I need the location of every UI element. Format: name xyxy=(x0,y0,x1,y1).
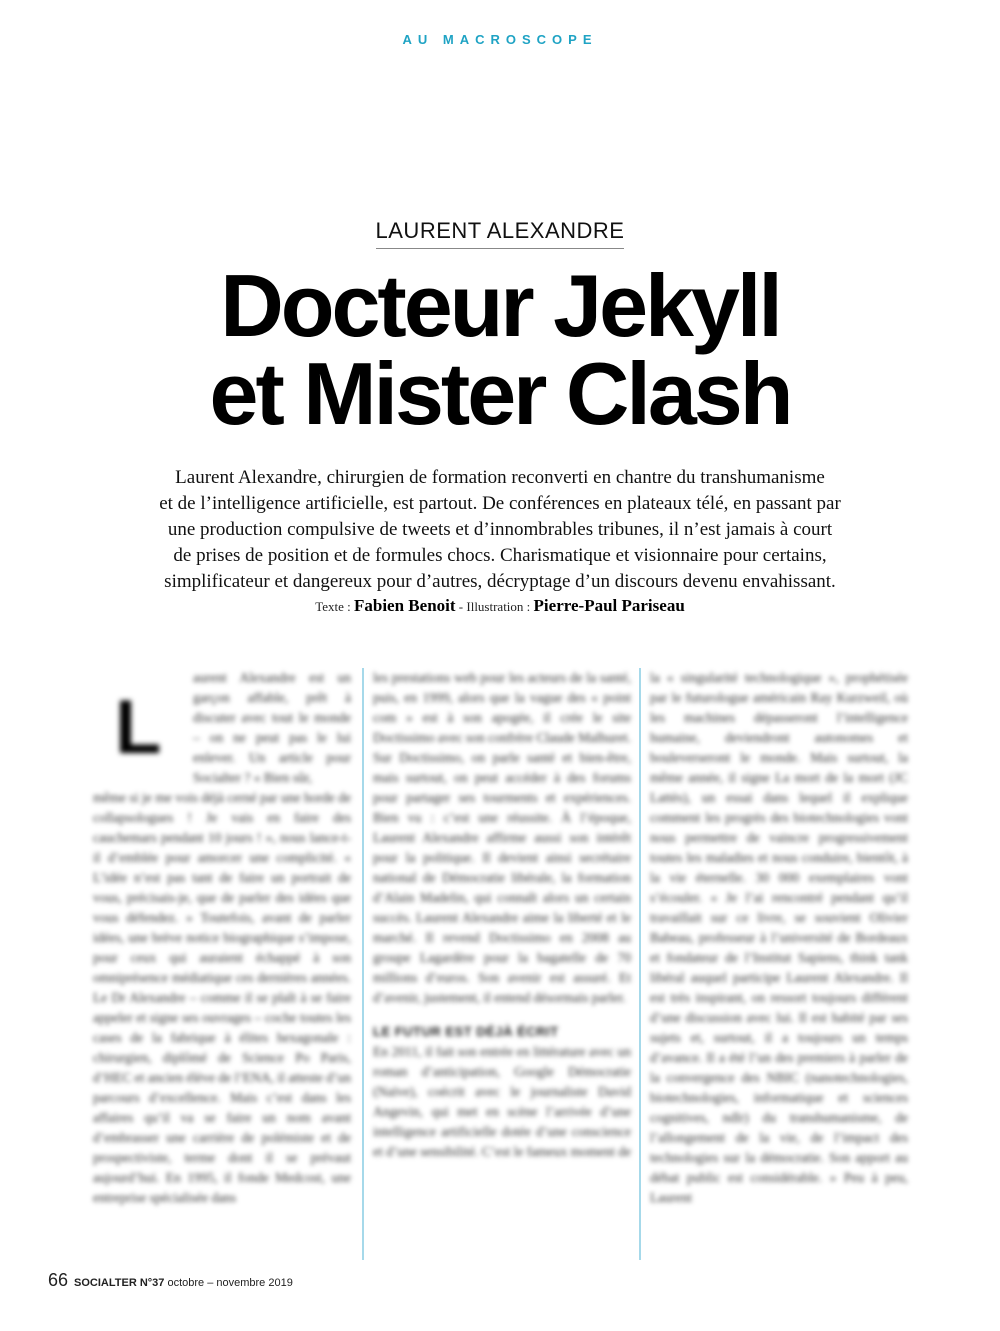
standfirst-line: et de l’intelligence artificielle, est partout. De conférences en plateaux télé, en passant par xyxy=(159,493,841,514)
credit-illustration-label: - Illustration : xyxy=(455,599,534,614)
issue-date: octobre – novembre 2019 xyxy=(164,1277,293,1289)
section-subheading: LE FUTUR EST DÉJÀ ÉCRIT xyxy=(373,1024,559,1039)
credit-author: Fabien Benoit xyxy=(354,596,456,615)
body-column-1 xyxy=(93,668,351,1260)
article-credits xyxy=(0,596,1000,616)
page-number: 66 xyxy=(48,1270,69,1290)
article-body xyxy=(93,668,908,1260)
standfirst-line: simplificateur et dangereux pour d’autres, décryptage d’un discours devenu envahissant. xyxy=(164,571,836,592)
standfirst-line: Laurent Alexandre, chirurgien de formation reconverti en chantre du transhumanisme xyxy=(175,467,825,488)
credit-illustrator: Pierre-Paul Pariseau xyxy=(533,596,685,615)
credit-text-label: Texte : xyxy=(315,599,354,614)
headline-line-2: et Mister Clash xyxy=(209,344,791,443)
standfirst-line: de prises de position et de formules chocs. Charismatique et visionnaire pour certains, xyxy=(173,545,827,566)
article-kicker: LAURENT ALEXANDRE xyxy=(376,218,625,249)
drop-cap: L xyxy=(115,685,162,770)
standfirst-line: une production compulsive de tweets et d’innombrables tribunes, il n’est jamais à court xyxy=(167,519,833,540)
magazine-issue: SOCIALTER N°37 xyxy=(74,1277,165,1289)
kicker-wrap xyxy=(0,218,1000,249)
headline-line-1: Docteur Jekyll xyxy=(220,256,780,355)
article-headline xyxy=(0,256,1000,443)
section-rubric: AU MACROSCOPE xyxy=(402,32,598,47)
page-footer xyxy=(48,1270,293,1291)
column-divider xyxy=(362,668,364,1260)
column-3-text: la « singularité technologique », prophétisée par le futurologue américain Ray Kurzweil, où les machines dépasseront l’intelligence humaine, deviendront autonomes et bouleverseront le monde. Mais surtout, la même année, il signe La mort de la mort (JC Lattès), un essai dans lequel il explique comment les progrès des biotechnologies vont nous permettre de vaincre progressivement toutes les maladies et nous conduire, bientôt, à la vie éternelle. 30 000 exemplaires vont s’écouler. « Je l’ai rencontré pendant qu’il travaillait sur ce livre, se souvient Olivier Babeau, professeur à l’université de Bordeaux et fondateur de l’Institut Sapiens, think tank libéral auquel participe Laurent Alexandre. Il est très inspirant, on ressort toujours différent d’une discussion avec lui. Il est habité par ses sujets et, surtout, il a toujours un temps d’avance. Il a été l’un des premiers à parler de la convergence des NBIC (nanotechnologies, biotechnologies, informatique et sciences cognitives, ndlr) du transhumanisme, de l’allongement de la vie, de l’impact des technologies sur la démocratie. Son apport au débat public est considérable. » Peu à peu, Laurent xyxy=(650,670,908,1205)
column-2-text-continued: En 2011, il fait son entrée en littérature avec un roman d’anticipation, Google Démocratie (Naïve), coécrit avec le journaliste David Angevin, qui met en scène l’arrivée d’une intelligence artificielle dotée d’une conscience et d’une sensibilité. C’est le fameux moment de xyxy=(373,1044,631,1159)
column-1-text: même si je me vois déjà cerné par une horde de collapsologues ! Je vais en faire des cauchemars pendant 10 jours ! », nous lance-t-il d’emblée pour amorcer une complicité. « L’idée n’est pas tant de faire un portrait de vous, précisais-je, que de parler des idées que vous défendez. » Toutefois, avant de parler idées, une brève notice biographique s’impose, pour ceux qui auraient échappé à son omniprésence médiatique ces dernières années. Le Dr Alexandre – comme il se plaît à se faire appeler et signe ses ouvrages – coche toutes les cases de la fabrique à élites hexagonale : chirurgien, diplômé de Science Po Paris, d’HEC et ancien élève de l’ENA, il atteste d’un parcours d’excellence. Mais c’est dans les affaires qu’il va se faire un nom avant d’embrasser une carrière de polémiste et de prospectiviste, terme dont il se prévaut aujourd’hui. En 1995, il fonde Medcost, une entreprise spécialisée dans xyxy=(93,790,351,1205)
body-column-2 xyxy=(373,668,631,1260)
body-column-3 xyxy=(650,668,908,1260)
column-2-text: les prestations web pour les acteurs de la santé, puis, en 1999, alors que la vague des « point com » est à son apogée, il crée le site Doctissimo avec son confrère Claude Malhuret. Sur Doctissimo, on parle santé et bien-être, mais surtout, on peut accéder à des forums pour partager ses tourments et expériences. Bien vu : c’est une réussite. À l’époque, Laurent Alexandre affirme aussi son intérêt pour la politique. Il devient ainsi secrétaire national de Démocratie libérale, la formation d’Alain Madelin, qui connaît alors un certain succès. Laurent Alexandre aime la liberté et le marché. Il revend Doctissimo en 2008 au groupe Lagardère pour la bagatelle de 70 millions d’euros. Son avenir est assuré. Et d’avenir, justement, il entend désormais parler. xyxy=(373,670,631,1005)
article-standfirst xyxy=(100,465,900,595)
column-1-intro: aurent Alexandre est un garçon affable, prêt à discuter avec tout le monde – on ne peut pas le lui enlever. Un article pour Socialter ? « Bien sûr, xyxy=(193,670,351,785)
column-divider xyxy=(639,668,641,1260)
